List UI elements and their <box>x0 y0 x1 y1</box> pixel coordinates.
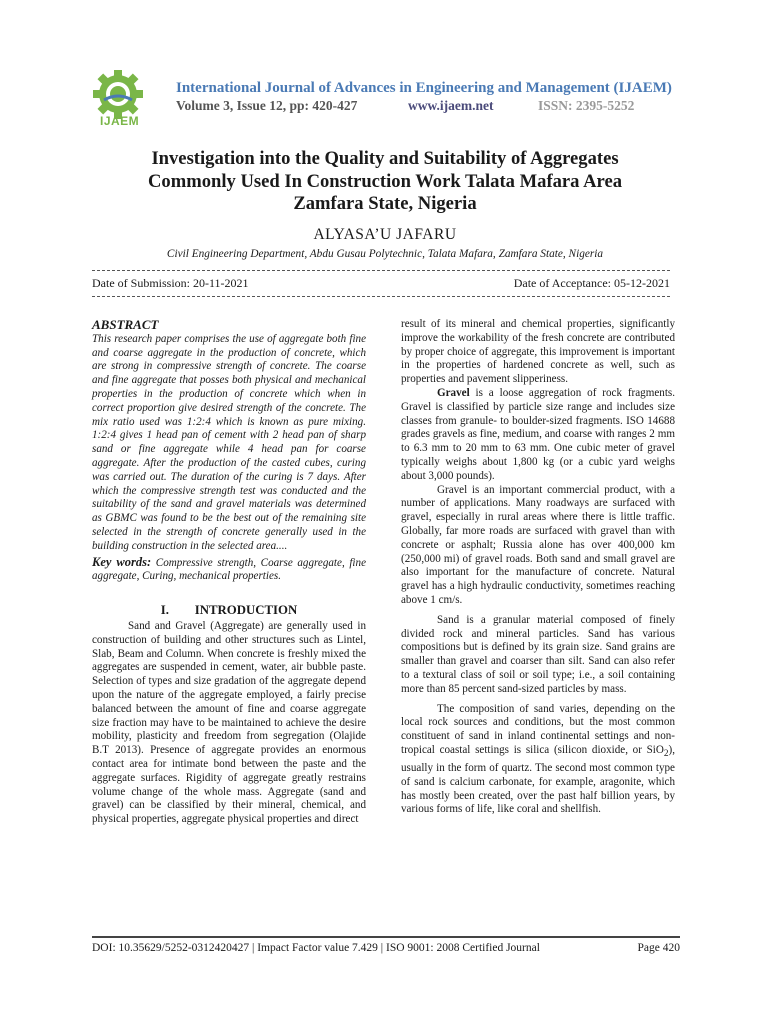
right-column <box>401 318 675 817</box>
continued-paragraph: result of its mineral and chemical properties, significantly improve the workability of the fresh concrete are contributed by proper choice of aggregate, this improvement is important in the properties of hardened concrete as well, such as properties and pavement slipperiness. <box>401 318 675 386</box>
page-footer <box>92 942 680 954</box>
sand-composition-paragraph <box>401 703 675 818</box>
journal-website-link[interactable]: www.ijaem.net <box>408 98 494 113</box>
gravel-term: Gravel <box>437 386 470 399</box>
composition-text-b: ), usually in the form of quartz. The second most common type of sand is calcium carbonate, for example, aragonite, which has mostly been created, over the past half billion years, by various forms of life, like coral and shellfish. <box>401 743 675 816</box>
abstract-text: This research paper comprises the use of aggregate both fine and coarse aggregate in the production of concrete, which are strong in compressive strength of concrete. The coarse and fine aggregate that posses both physical and mechanical properties in the production of concrete which when in correct proportion give desired strength of the concrete. The mix ratio used was 1:2:4 which is known as pure mixing. 1:2:4 gives 1 head pan of cement with 2 head pan of sharp sand or fine aggregate while 4 head pan for coarse aggregate. After the production of the casted cubes, curing was carried out. The duration of the curing is 7 days. After which the compressive strength test was conducted and the suitability of the sand and gravel materials was determined as GBMC was found to be the best out of the remaining site selected in the strength of concrete generally used in the building construction in the selected area.... <box>92 332 366 552</box>
keywords-list: Compressive strength, Coarse aggregate, fine aggregate, Curing, mechanical properties. <box>92 556 366 583</box>
submission-date: Date of Submission: 20-11-2021 <box>92 276 249 290</box>
acceptance-date: Date of Acceptance: 05-12-2021 <box>513 276 670 290</box>
composition-text-a: The composition of sand varies, depending on the local rock sources and conditions, but the most common constituent of sand in inland continental settings and non-tropical coastal settings is silica (silicon dioxide, or SiO <box>401 702 675 756</box>
section-number: I. <box>160 603 169 618</box>
title-line: Investigation into the Quality and Suitability of Aggregates <box>151 148 619 169</box>
journal-name: International Journal of Advances in Engineering and Management (IJAEM) <box>176 80 672 96</box>
separator-top <box>92 270 670 271</box>
dates-row <box>92 276 670 291</box>
author-affiliation: Civil Engineering Department, Abdu Gusau Polytechnic, Talata Mafara, Zamfara State, Nigeria <box>166 248 604 260</box>
sand-paragraph: Sand is a granular material composed of finely divided rock and mineral particles. Sand has various compositions but is defined by its grain size. Sand grains are smaller than gravel and coarser than silt. Sand can also refer to a textural class of soil or soil type; i.e., a soil containing more than 85 percent sand-sized particles by mass. <box>401 613 675 695</box>
title-line: Commonly Used In Construction Work Talata Mafara Area <box>148 170 622 192</box>
page-number: Page 420 <box>637 942 680 954</box>
keywords-label: Key words: <box>92 554 152 569</box>
volume-info: Volume 3, Issue 12, pp: 420-427 <box>176 98 358 113</box>
footer-rule <box>92 936 680 938</box>
intro-paragraph: Sand and Gravel (Aggregate) are generally used in construction of building and other structures such as Lintel, Slab, Beam and Column. When concrete is freshly mixed the aggregates are suspended in cement, water, air bubble paste. Selection of types and size gradation of the aggregate depend upon the nature of the aggregate employed, a fairly precise balanced between the amount of fine and coarse aggregate size fraction may have to be maintained to achieve the desire mobility, plasticity and freedom from segregation (Olajide B.T 2013). Presence of aggregate provides an enormous contact area for intimate bond between the paste and the aggregate surfaces. Rigidity of aggregate greatly restrains volume change of the whole mass. Aggregate (sand and gravel) can be classified by their mineral, chemical, and physical properties, aggregate physical properties and direct <box>92 619 366 826</box>
section-title: INTRODUCTION <box>194 603 298 618</box>
separator-bottom <box>92 296 670 297</box>
footer-info: | Impact Factor value 7.429 | ISO 9001: 2008 Certified Journal <box>252 942 540 954</box>
subscript-2: 2 <box>663 749 669 760</box>
title-line: Zamfara State, Nigeria <box>293 193 477 214</box>
volume-line <box>176 98 646 114</box>
issn: ISSN: 2395-5252 <box>538 98 635 113</box>
gravel-paragraph <box>401 387 675 484</box>
doi-link[interactable]: DOI: 10.35629/5252-0312420427 <box>92 942 250 954</box>
article-title <box>90 148 680 216</box>
left-column <box>92 318 366 827</box>
abstract-heading: ABSTRACT <box>92 317 159 332</box>
gravel-definition: is a loose aggregation of rock fragments. Gravel is classified by particle size range and includes size classes from granule- to boulder-sized fragments. ISO 14688 grades gravels as fine, medium, and coarse with ranges 2 mm to 6.3 mm to 20 mm to 63 mm. One cubic meter of gravel typically weighs about 1,800 kg (or a cubic yard weighs about 3,000 pounds). <box>401 386 675 482</box>
logo-label: IJAEM <box>100 114 140 128</box>
author-name: ALYASA’U JAFARU <box>313 226 457 243</box>
section-heading-introduction <box>92 604 366 618</box>
keywords <box>92 556 366 585</box>
gravel-commercial-paragraph: Gravel is an important commercial product, with a number of applications. Many roadways are surfaced with gravel, especially in rural areas where there is little traffic. Globally, far more roads are surfaced with gravel than with concrete or asphalt; Russia alone has over 400,000 km (250,000 mi) of gravel roads. Both sand and small gravel are also important for the manufacture of concrete. Natural gravel has a high hydraulic conductivity, sometimes reaching above 1 cm/s. <box>401 483 675 606</box>
